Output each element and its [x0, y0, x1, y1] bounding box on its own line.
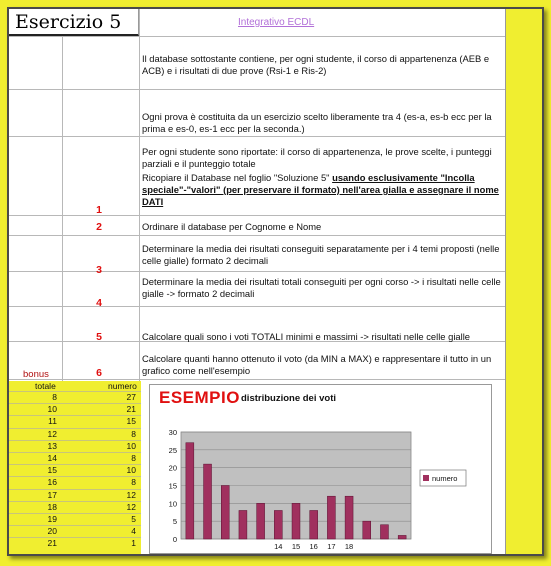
bar [186, 443, 194, 539]
cell-numero: 27 [126, 392, 136, 402]
cell-numero: 10 [126, 465, 136, 476]
x-tick-label: 17 [327, 542, 336, 551]
grid-row-line [9, 136, 505, 137]
bar [221, 486, 229, 540]
bar [239, 510, 247, 539]
table-row [9, 453, 141, 463]
cell-numero: 5 [131, 514, 136, 524]
table-row [9, 538, 141, 548]
cell-numero: 12 [126, 489, 136, 500]
bar [327, 496, 335, 539]
x-tick-label: 18 [344, 542, 354, 551]
grid-row-line [9, 306, 505, 307]
cell-numero: 10 [126, 440, 136, 451]
bar [257, 503, 265, 539]
cell-totale: 8 [52, 392, 57, 402]
table-row [9, 416, 141, 426]
grid-row-line [9, 235, 505, 236]
example-chart [149, 384, 492, 554]
task-number-1: 1 [96, 204, 102, 216]
table-header-numero: numero [108, 381, 137, 391]
integrativo-ecdl-link[interactable]: Integrativo ECDL [238, 17, 315, 28]
x-tick-label: 15 [291, 542, 301, 551]
table-row [9, 526, 141, 536]
chart-title: distribuzione dei voti [241, 393, 337, 404]
cell-totale: 21 [47, 538, 57, 549]
intro-paragraph-3: Per ogni studente sono riportate: il corso di appartenenza, le prove scelte, i punteggi parziali e il punteggio totale [142, 146, 492, 169]
task-text-2: Ordinare il database per Cognome e Nome [142, 221, 322, 232]
cell-numero: 1 [131, 538, 136, 549]
task-number-6: 6 [96, 367, 102, 379]
grid-row-line [9, 379, 505, 380]
grid-row-line [9, 215, 505, 216]
y-tick-label: 5 [172, 517, 177, 527]
bar [345, 496, 353, 539]
cell-totale: 18 [47, 501, 57, 512]
cell-numero: 15 [126, 416, 136, 427]
task-text-4: Determinare la media dei risultati totali conseguiti per ogni corso -> i risultati nelle celle gialle -> formato 2 decimali [142, 276, 501, 299]
bar [204, 464, 212, 539]
bonus-label: bonus [23, 369, 49, 380]
intro-paragraph-2: Ogni prova è costituita da un esercizio scelto liberamente tra 4 (es-a, es-b ecc per la prima e es-0, es-1 ecc per la seconda.) [142, 111, 492, 134]
task-text-1a: Ricopiare il Database nel foglio "Soluzione 5" [142, 172, 333, 183]
y-tick-label: 15 [168, 481, 177, 491]
table-row [9, 441, 141, 451]
cell-totale: 15 [47, 465, 57, 476]
cell-totale: 12 [47, 428, 57, 439]
task-text-1 [142, 172, 504, 208]
bar [380, 525, 388, 539]
task-number-5: 5 [96, 331, 102, 343]
table-row [9, 392, 141, 402]
cell-numero: 21 [126, 404, 136, 415]
cell-numero: 8 [131, 453, 136, 463]
bar [274, 510, 282, 539]
bar [292, 503, 300, 539]
title-cell [9, 9, 139, 36]
task-text-5: Calcolare quali sono i voti TOTALI minimi e massimi -> risultati nelle celle gialle [142, 331, 470, 342]
cell-totale: 20 [47, 526, 57, 537]
table-row [9, 514, 141, 524]
table-row [9, 404, 141, 414]
x-tick-label: 16 [309, 542, 318, 551]
legend-label: numero [432, 474, 458, 483]
cell-totale: 11 [48, 416, 57, 427]
cell-numero: 8 [131, 477, 136, 488]
table-row [9, 490, 141, 500]
distribution-table [9, 381, 141, 556]
esempio-badge: ESEMPIO [159, 388, 240, 407]
page-title: Esercizio 5 [15, 11, 122, 33]
task-text-1b: usando esclusivamente "Incolla speciale"-"valori" (per preservare il formato) nell'area gialla e assegnare il nome DATI [142, 172, 499, 207]
task-text-3: Determinare la media dei risultati conseguiti separatamente per i 4 temi proposti (nelle celle gialle) formato 2 decimali [142, 243, 500, 266]
table-header-totale: totale [35, 381, 56, 391]
y-tick-label: 25 [168, 445, 177, 455]
table-row [9, 429, 141, 439]
cell-totale: 19 [47, 514, 57, 524]
cell-totale: 14 [47, 453, 57, 463]
grid-row-line [9, 89, 505, 90]
table-row [9, 465, 141, 475]
cell-totale: 16 [47, 477, 57, 488]
grid-row-line [9, 271, 505, 272]
task-number-2: 2 [96, 221, 102, 233]
cell-totale: 13 [47, 440, 57, 451]
y-tick-label: 30 [168, 428, 177, 437]
y-tick-label: 10 [168, 499, 177, 509]
cell-numero: 12 [126, 501, 136, 512]
grid-row-line [9, 36, 505, 37]
right-yellow-column [505, 9, 544, 556]
task-number-3: 3 [96, 264, 102, 276]
bar [398, 535, 406, 539]
y-tick-label: 20 [168, 463, 177, 473]
cell-totale: 17 [47, 489, 57, 500]
table-row [9, 502, 141, 512]
x-tick-label: 14 [274, 542, 283, 551]
task-text-6: Calcolare quanti hanno ottenuto il voto (da MIN a MAX) e rappresentare il tutto in un grafico come nell'esempio [142, 353, 492, 376]
cell-totale: 10 [47, 404, 57, 415]
spreadsheet-sheet [7, 7, 544, 556]
cell-numero: 8 [131, 428, 136, 439]
bar [310, 510, 318, 539]
legend-swatch [423, 475, 429, 481]
cell-numero: 4 [131, 526, 136, 537]
chart-plot [149, 384, 492, 554]
bar [363, 521, 371, 539]
y-tick-label: 0 [172, 535, 177, 544]
task-number-4: 4 [96, 297, 102, 309]
table-row [9, 477, 141, 487]
intro-paragraph-1: Il database sottostante contiene, per ogni studente, il corso di appartenenza (AEB e ACB) e i risultati di due prove (Rsi-1 e Ris-2) [142, 53, 490, 76]
